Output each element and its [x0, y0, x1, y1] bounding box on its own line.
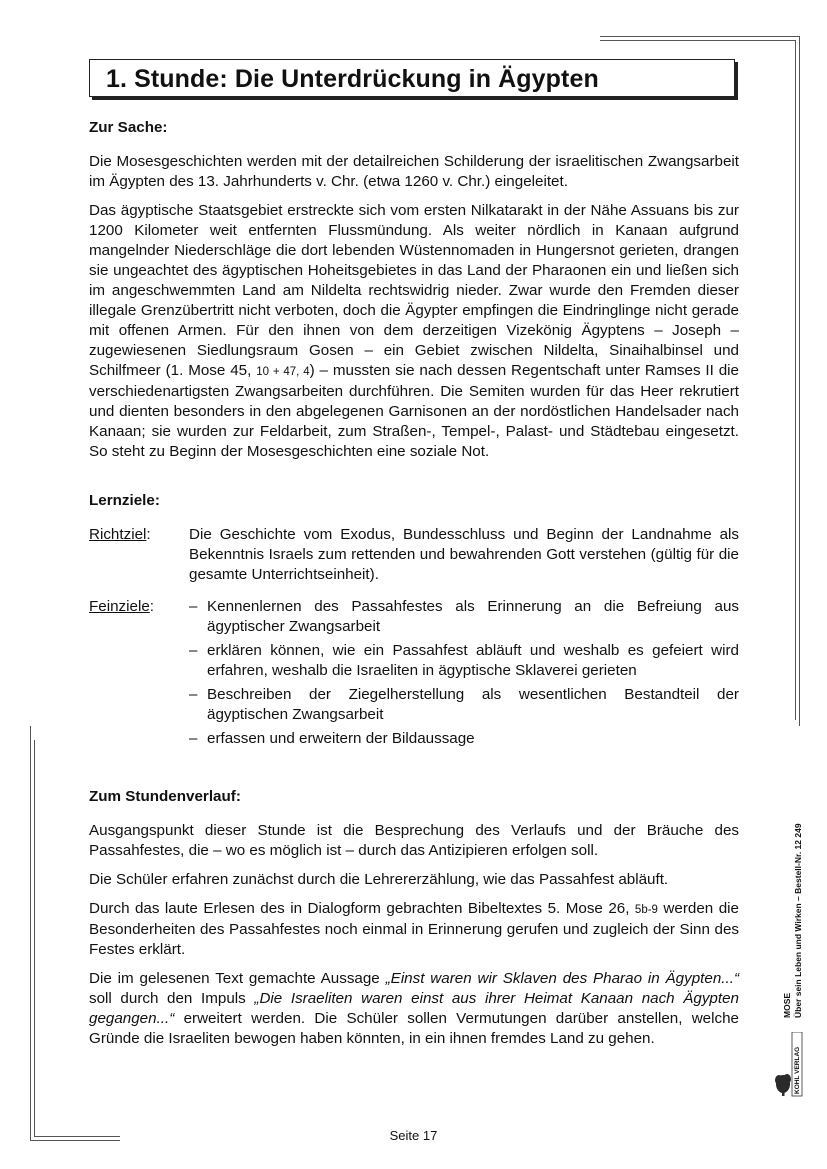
list-item: – Beschreiben der Ziegelherstellung als wesentlichen Bestandteil der ägyptischen Zwangsarbeit [189, 686, 739, 723]
frame-line-left [30, 726, 31, 1140]
feinziele-row: Feinziele: – Kennenlernen des Passahfestes als Erinnerung an die Befreiung aus ägyptischer Zwangsarbeit – erklären können, wie ein Passahfest abläuft und weshalb es gefeiert wird erfahren, weshalb die Israeliten in ägyptische Sklaverei gerieten – Beschreiben der Ziegelherstellung als wesentlichen Bestandteil der ägyptischen Zwangsarbeit – erfassen und erweitern der Bildaussage [89, 597, 739, 753]
quote: „Die Israeliten waren einst aus ihrer Heimat Kanaan nach Ägypten gegangen...“ [89, 990, 739, 1027]
quote: „Einst waren wir Sklaven des Pharao in Ägypten...“ [385, 970, 739, 987]
dash-bullet: – [189, 730, 198, 747]
richtziel-label: Richtziel [89, 526, 147, 543]
book-subtitle-order-number: Über sein Leben und Wirken – Bestell-Nr. 12 249 [793, 823, 803, 1018]
feinziele-label: Feinziele [89, 598, 150, 615]
paragraph: Die Mosesgeschichten werden mit der detailreichen Schilderung der israelitischen Zwangsarbeit im Ägypten des 13. Jahrhunderts v. Chr. (etwa 1260 v. Chr.) eingeleitet. [89, 153, 739, 190]
paragraph: Die Schüler erfahren zunächst durch die Lehrererzählung, wie das Passahfest abläuft. [89, 871, 669, 888]
bible-verse-reference: 10 + 47, 4 [256, 366, 310, 378]
feinziele-list [189, 597, 739, 753]
title-box [89, 59, 735, 97]
section-heading-zur-sache: Zur Sache: [89, 119, 168, 136]
paragraph: Die im gelesenen Text gemachte Aussage „Einst waren wir Sklaven des Pharao in Ägypten...“ soll durch den Impuls „Die Israeliten waren einst aus ihrer Heimat Kanaan nach Ägypten gegangen...“ erweitert werden. Die Schüler sollen Vermutungen darüber anstellen, welche Gründe die Israeliten bewogen haben könnten, in ein ihnen fremdes Land zu gehen. [89, 970, 739, 1047]
frame-line-right-2 [795, 40, 796, 720]
list-item: – erklären können, wie ein Passahfest abläuft und weshalb es gefeiert wird erfahren, weshalb die Israeliten in ägyptische Sklaverei gerieten [189, 642, 739, 679]
frame-line-right [799, 36, 800, 726]
publisher-logo-text: KOHL VERLAG [794, 1046, 801, 1094]
page-number: Seite 17 [389, 1128, 438, 1143]
richtziel-text: Die Geschichte vom Exodus, Bundesschluss und Beginn der Landnahme als Bekenntnis Israels zum rettenden und bewahrenden Gott verstehen (gültig für die gesamte Unterrichtseinheit). [189, 526, 739, 583]
main-content [89, 118, 739, 1058]
paragraph: Ausgangspunkt dieser Stunde ist die Besprechung des Verlaufs und der Bräuche des Passahfestes, die – wo es möglich ist – durch das Antizipieren erfolgen soll. [89, 822, 739, 859]
list-item: – Kennenlernen des Passahfestes als Erinnerung an die Befreiung aus ägyptischer Zwangsarbeit [189, 598, 739, 635]
dash-bullet: – [189, 598, 198, 615]
frame-line-top-right-2 [600, 40, 796, 41]
publisher-logo [772, 1032, 812, 1098]
dash-bullet: – [189, 686, 198, 703]
tree-logo-icon [772, 1032, 812, 1098]
section-heading-lernziele: Lernziele: [89, 492, 160, 509]
paragraph: Durch das laute Erlesen des in Dialogform gebrachten Bibeltextes 5. Mose 26, 5b-9 werden die Besonderheiten des Passahfestes noch einmal in Erinnerung gerufen und zugleich der Sinn des Festes erklärt. [89, 900, 739, 958]
series-title: MOSE [782, 992, 792, 1018]
frame-line-top-right [600, 36, 800, 37]
bible-verse-reference: 5b-9 [634, 904, 658, 916]
page-title: 1. Stunde: Die Unterdrückung in Ägypten [106, 65, 599, 93]
dash-bullet: – [189, 642, 198, 659]
richtziel-row: Richtziel: Die Geschichte vom Exodus, Bundesschluss und Beginn der Landnahme als Bekenntnis Israels zum rettenden und bewahrenden Gott verstehen (gültig für die gesamte Unterrichtseinheit). [89, 526, 739, 583]
frame-line-left-2 [34, 740, 35, 1136]
side-imprint [782, 778, 810, 1018]
list-item: – erfassen und erweitern der Bildaussage [189, 730, 475, 747]
paragraph: Das ägyptische Staatsgebiet erstreckte sich vom ersten Nilkatarakt in der Nähe Assuans bis zur 1200 Kilometer weit entfernten Flussmündung. Als weiter nördlich in Kanaan aufgrund mangelnder Niederschläge die dort lebenden Wüstennomaden in Hungersnot gerieten, drangen sie ungeachtet des ägyptischen Hoheitsgebietes in das Land der Pharaonen ein und ließen sich im angeschwemmten Land am Nildelta rechtswidrig nieder. Zwar wurde den Fremden dieser illegale Grenzübertritt nicht verboten, doch die Ägypter empfingen die Eindringlinge nicht gerade mit offenen Armen. Für den ihnen von dem derzeitigen Vizekönig Ägyptens – Joseph – zugewiesenen Siedlungsraum Gosen – ein Gebiet zwischen Nildelta, Sinaihalbinsel und Schilfmeer (1. Mose 45, 10 + 47, 4) – mussten sie nach dessen Regentschaft unter Ramses II die verschiedenartigsten Zwangsarbeiten durchführen. Die Semiten wurden für das Heer rekrutiert und dienten besonders in den abgelegenen Garnisonen an der nordöstlichen Handelsader nach Kanaan; sie wurden zur Feldarbeit, zum Straßen-, Tempel-, Palast- und Städtebau eingesetzt. So steht zu Beginn der Mosesgeschichten eine soziale Not. [89, 202, 739, 460]
section-heading-stundenverlauf: Zum Stundenverlauf: [89, 788, 241, 805]
